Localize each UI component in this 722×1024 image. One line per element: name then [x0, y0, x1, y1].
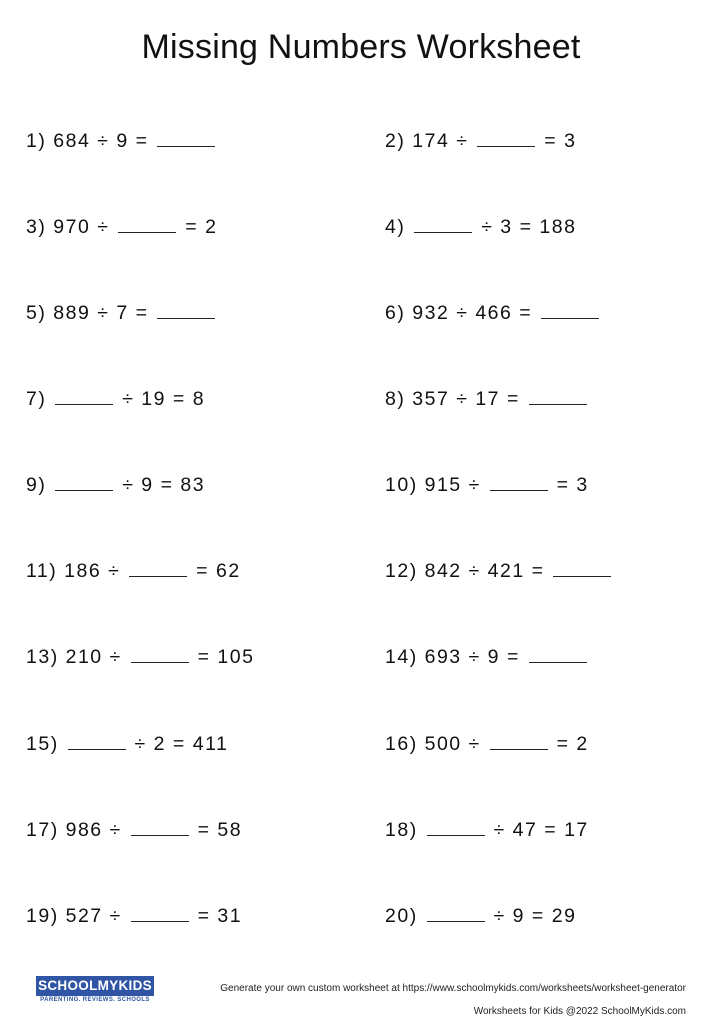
answer-blank[interactable]: [68, 731, 126, 750]
problem-number: 3): [26, 216, 47, 238]
problem-19: [26, 903, 242, 927]
problem-9: [26, 472, 205, 496]
problem-expression: 932 ÷ 466 =: [412, 302, 533, 324]
answer-blank[interactable]: [541, 300, 599, 319]
problem-expression: = 3: [544, 130, 577, 152]
problem-expression: = 58: [197, 819, 243, 841]
problem-8: [385, 386, 589, 410]
problem-expression: ÷ 47 = 17: [493, 819, 589, 841]
problem-expression: = 2: [556, 733, 589, 755]
problem-expression: ÷ 9 = 29: [493, 905, 577, 927]
answer-blank[interactable]: [129, 558, 187, 577]
problem-number: 11): [26, 560, 58, 582]
problem-expression: 970 ÷: [53, 216, 110, 238]
answer-blank[interactable]: [55, 386, 113, 405]
problem-13: [26, 644, 254, 668]
page-title: Missing Numbers Worksheet: [141, 28, 581, 66]
problem-6: [385, 300, 601, 324]
problem-expression: 693 ÷ 9 =: [424, 646, 520, 668]
answer-blank[interactable]: [490, 731, 548, 750]
problem-number: 19): [26, 905, 59, 927]
problem-number: 17): [26, 819, 59, 841]
answer-blank[interactable]: [427, 817, 485, 836]
problem-3: [26, 214, 217, 238]
answer-blank[interactable]: [529, 644, 587, 663]
problem-number: 13): [26, 646, 59, 668]
problem-number: 15): [26, 733, 59, 755]
problem-number: 1): [26, 130, 47, 152]
problem-expression: = 62: [196, 560, 241, 582]
problem-number: 6): [385, 302, 406, 324]
footer-generate-text: Generate your own custom worksheet at https://www.schoolmykids.com/worksheets/worksheet-generator: [220, 983, 686, 994]
problem-expression: ÷ 19 = 8: [122, 388, 206, 410]
problem-expression: = 2: [185, 216, 218, 238]
problem-4: [385, 214, 576, 238]
answer-blank[interactable]: [118, 214, 176, 233]
problem-number: 18): [385, 819, 418, 841]
problem-expression: 986 ÷: [65, 819, 122, 841]
answer-blank[interactable]: [131, 644, 189, 663]
problem-expression: = 31: [197, 905, 243, 927]
logo-wordmark: SCHOOLMYKIDS: [36, 976, 154, 996]
problem-10: [385, 472, 589, 496]
answer-blank[interactable]: [553, 558, 611, 577]
footer-copyright: Worksheets for Kids @2022 SchoolMyKids.com: [473, 1006, 686, 1017]
problem-12: [385, 558, 613, 582]
answer-blank[interactable]: [55, 472, 113, 491]
problem-number: 9): [26, 474, 47, 496]
problem-5: [26, 300, 217, 324]
problem-2: [385, 128, 576, 152]
problem-expression: ÷ 2 = 411: [134, 733, 229, 755]
answer-blank[interactable]: [490, 472, 548, 491]
problem-expression: = 105: [197, 646, 255, 668]
problem-number: 10): [385, 474, 418, 496]
problem-number: 20): [385, 905, 418, 927]
problem-expression: 842 ÷ 421 =: [424, 560, 545, 582]
problem-expression: 915 ÷: [424, 474, 481, 496]
problem-expression: = 3: [556, 474, 589, 496]
problem-expression: 357 ÷ 17 =: [412, 388, 520, 410]
problem-15: [26, 731, 228, 755]
problem-number: 7): [26, 388, 47, 410]
problem-expression: ÷ 9 = 83: [122, 474, 206, 496]
problem-number: 5): [26, 302, 47, 324]
answer-blank[interactable]: [529, 386, 587, 405]
problem-number: 8): [385, 388, 406, 410]
answer-blank[interactable]: [157, 128, 215, 147]
problem-14: [385, 644, 589, 668]
problem-expression: 500 ÷: [424, 733, 481, 755]
problem-20: [385, 903, 576, 927]
problem-expression: 527 ÷: [65, 905, 122, 927]
problem-expression: 210 ÷: [65, 646, 122, 668]
problem-1: [26, 128, 217, 152]
logo-tagline: PARENTING. REVIEWS. SCHOOLS: [40, 997, 150, 1003]
problem-11: [26, 558, 241, 582]
problem-number: 14): [385, 646, 418, 668]
answer-blank[interactable]: [414, 214, 472, 233]
problem-17: [26, 817, 242, 841]
problem-expression: ÷ 3 = 188: [481, 216, 577, 238]
problem-number: 12): [385, 560, 418, 582]
answer-blank[interactable]: [131, 903, 189, 922]
problem-expression: 684 ÷ 9 =: [53, 130, 149, 152]
problem-expression: 889 ÷ 7 =: [53, 302, 149, 324]
problem-expression: 186 ÷: [64, 560, 121, 582]
problem-18: [385, 817, 589, 841]
answer-blank[interactable]: [427, 903, 485, 922]
answer-blank[interactable]: [477, 128, 535, 147]
problem-7: [26, 386, 205, 410]
answer-blank[interactable]: [157, 300, 215, 319]
problem-16: [385, 731, 589, 755]
problem-number: 4): [385, 216, 406, 238]
answer-blank[interactable]: [131, 817, 189, 836]
problem-number: 2): [385, 130, 406, 152]
schoolmykids-logo: [36, 976, 154, 1003]
problem-number: 16): [385, 733, 418, 755]
problem-expression: 174 ÷: [412, 130, 469, 152]
